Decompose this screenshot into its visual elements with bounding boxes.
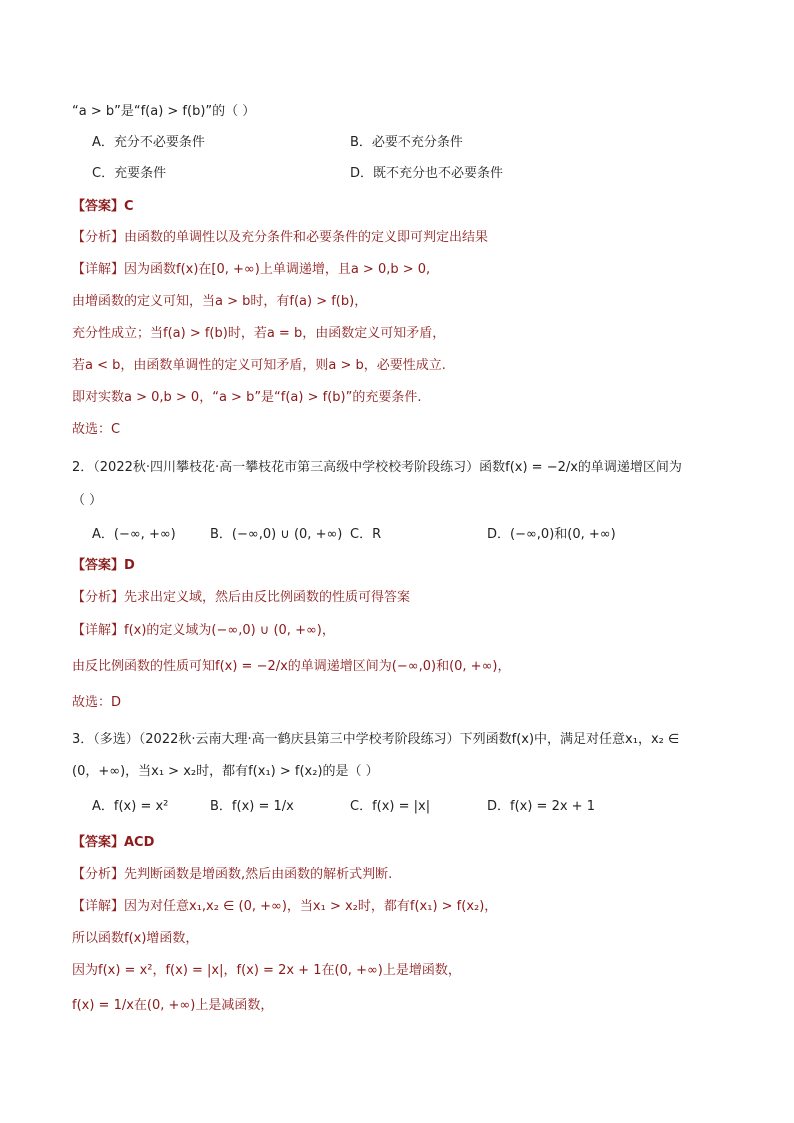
q1-stem: “a > b”是“f(a) > f(b)”的（ ） <box>72 104 256 119</box>
q1-answer: 【答案】C <box>72 199 134 214</box>
q2-option-d: D．(−∞,0)和(0, +∞) <box>487 527 616 542</box>
q2-answer: 【答案】D <box>72 558 135 573</box>
q2-stem-line1: 2．（2022秋·四川攀枝花·高一攀枝花市第三高级中学校校考阶段练习）函数f(x) = −2/x的单调递增区间为 <box>72 460 682 475</box>
q1-detail-line: 即对实数a > 0,b > 0，“a > b”是“f(a) > f(b)”的充要条件. <box>72 390 422 405</box>
q1-detail-line: 若a < b，由函数单调性的定义可知矛盾，则a > b，必要性成立. <box>72 358 446 373</box>
q3-option-c: C．f(x) = |x| <box>350 799 431 814</box>
q2-option-c: C．R <box>350 527 382 542</box>
q1-option-a: A．充分不必要条件 <box>92 135 205 150</box>
q1-option-b: B．必要不充分条件 <box>350 135 463 150</box>
q1-option-c: C．充要条件 <box>92 166 167 181</box>
q3-stem-line1: 3．（多选）（2022秋·云南大理·高一鹤庆县第三中学校考阶段练习）下列函数f(x)中，满足对任意x₁，x₂ ∈ <box>72 732 680 747</box>
q1-detail-line: 故选：C <box>72 422 121 437</box>
q1-detail-line: 充分性成立；当f(a) > f(b)时，若a = b，由函数定义可知矛盾， <box>72 326 446 341</box>
q3-detail-line: 因为f(x) = x²，f(x) = |x|，f(x) = 2x + 1在(0, +∞)上是增函数， <box>72 963 461 978</box>
q3-answer: 【答案】ACD <box>72 835 155 850</box>
q2-detail-line: 故选：D <box>72 695 122 710</box>
q3-detail-line: 【详解】因为对任意x₁,x₂ ∈ (0, +∞)，当x₁ > x₂时，都有f(x₁) > f(x₂)， <box>72 899 498 914</box>
q2-analysis: 【分析】先求出定义域，然后由反比例函数的性质可得答案 <box>72 590 411 605</box>
q3-option-d: D．f(x) = 2x + 1 <box>487 799 595 814</box>
q3-analysis: 【分析】先判断函数是增函数,然后由函数的解析式判断. <box>72 867 393 882</box>
q3-detail-line: 所以函数f(x)增函数， <box>72 931 199 946</box>
q2-detail-line: 由反比例函数的性质可知f(x) = −2/x的单调递增区间为(−∞,0)和(0, +∞)， <box>72 659 511 674</box>
q3-option-b: B．f(x) = 1/x <box>210 799 294 814</box>
q1-detail-line: 【详解】因为函数f(x)在[0, +∞)上单调递增，且a > 0,b > 0, <box>72 262 431 277</box>
q2-option-b: B．(−∞,0) ∪ (0, +∞) <box>210 527 343 542</box>
q3-stem-line2: (0，+∞)，当x₁ > x₂时，都有f(x₁) > f(x₂)的是（ ） <box>72 764 379 779</box>
q1-detail-line: 由增函数的定义可知，当a > b时，有f(a) > f(b)， <box>72 294 368 309</box>
q2-option-a: A．(−∞, +∞) <box>92 527 176 542</box>
q1-analysis: 【分析】由函数的单调性以及充分条件和必要条件的定义即可判定出结果 <box>72 230 489 245</box>
q3-detail-line: f(x) = 1/x在(0, +∞)上是减函数， <box>72 998 274 1013</box>
q2-stem-line2: （ ） <box>72 493 103 508</box>
q2-detail-line: 【详解】f(x)的定义域为(−∞,0) ∪ (0, +∞)， <box>72 623 335 638</box>
q3-option-a: A．f(x) = x² <box>92 799 169 814</box>
q1-option-d: D．既不充分也不必要条件 <box>350 166 504 181</box>
